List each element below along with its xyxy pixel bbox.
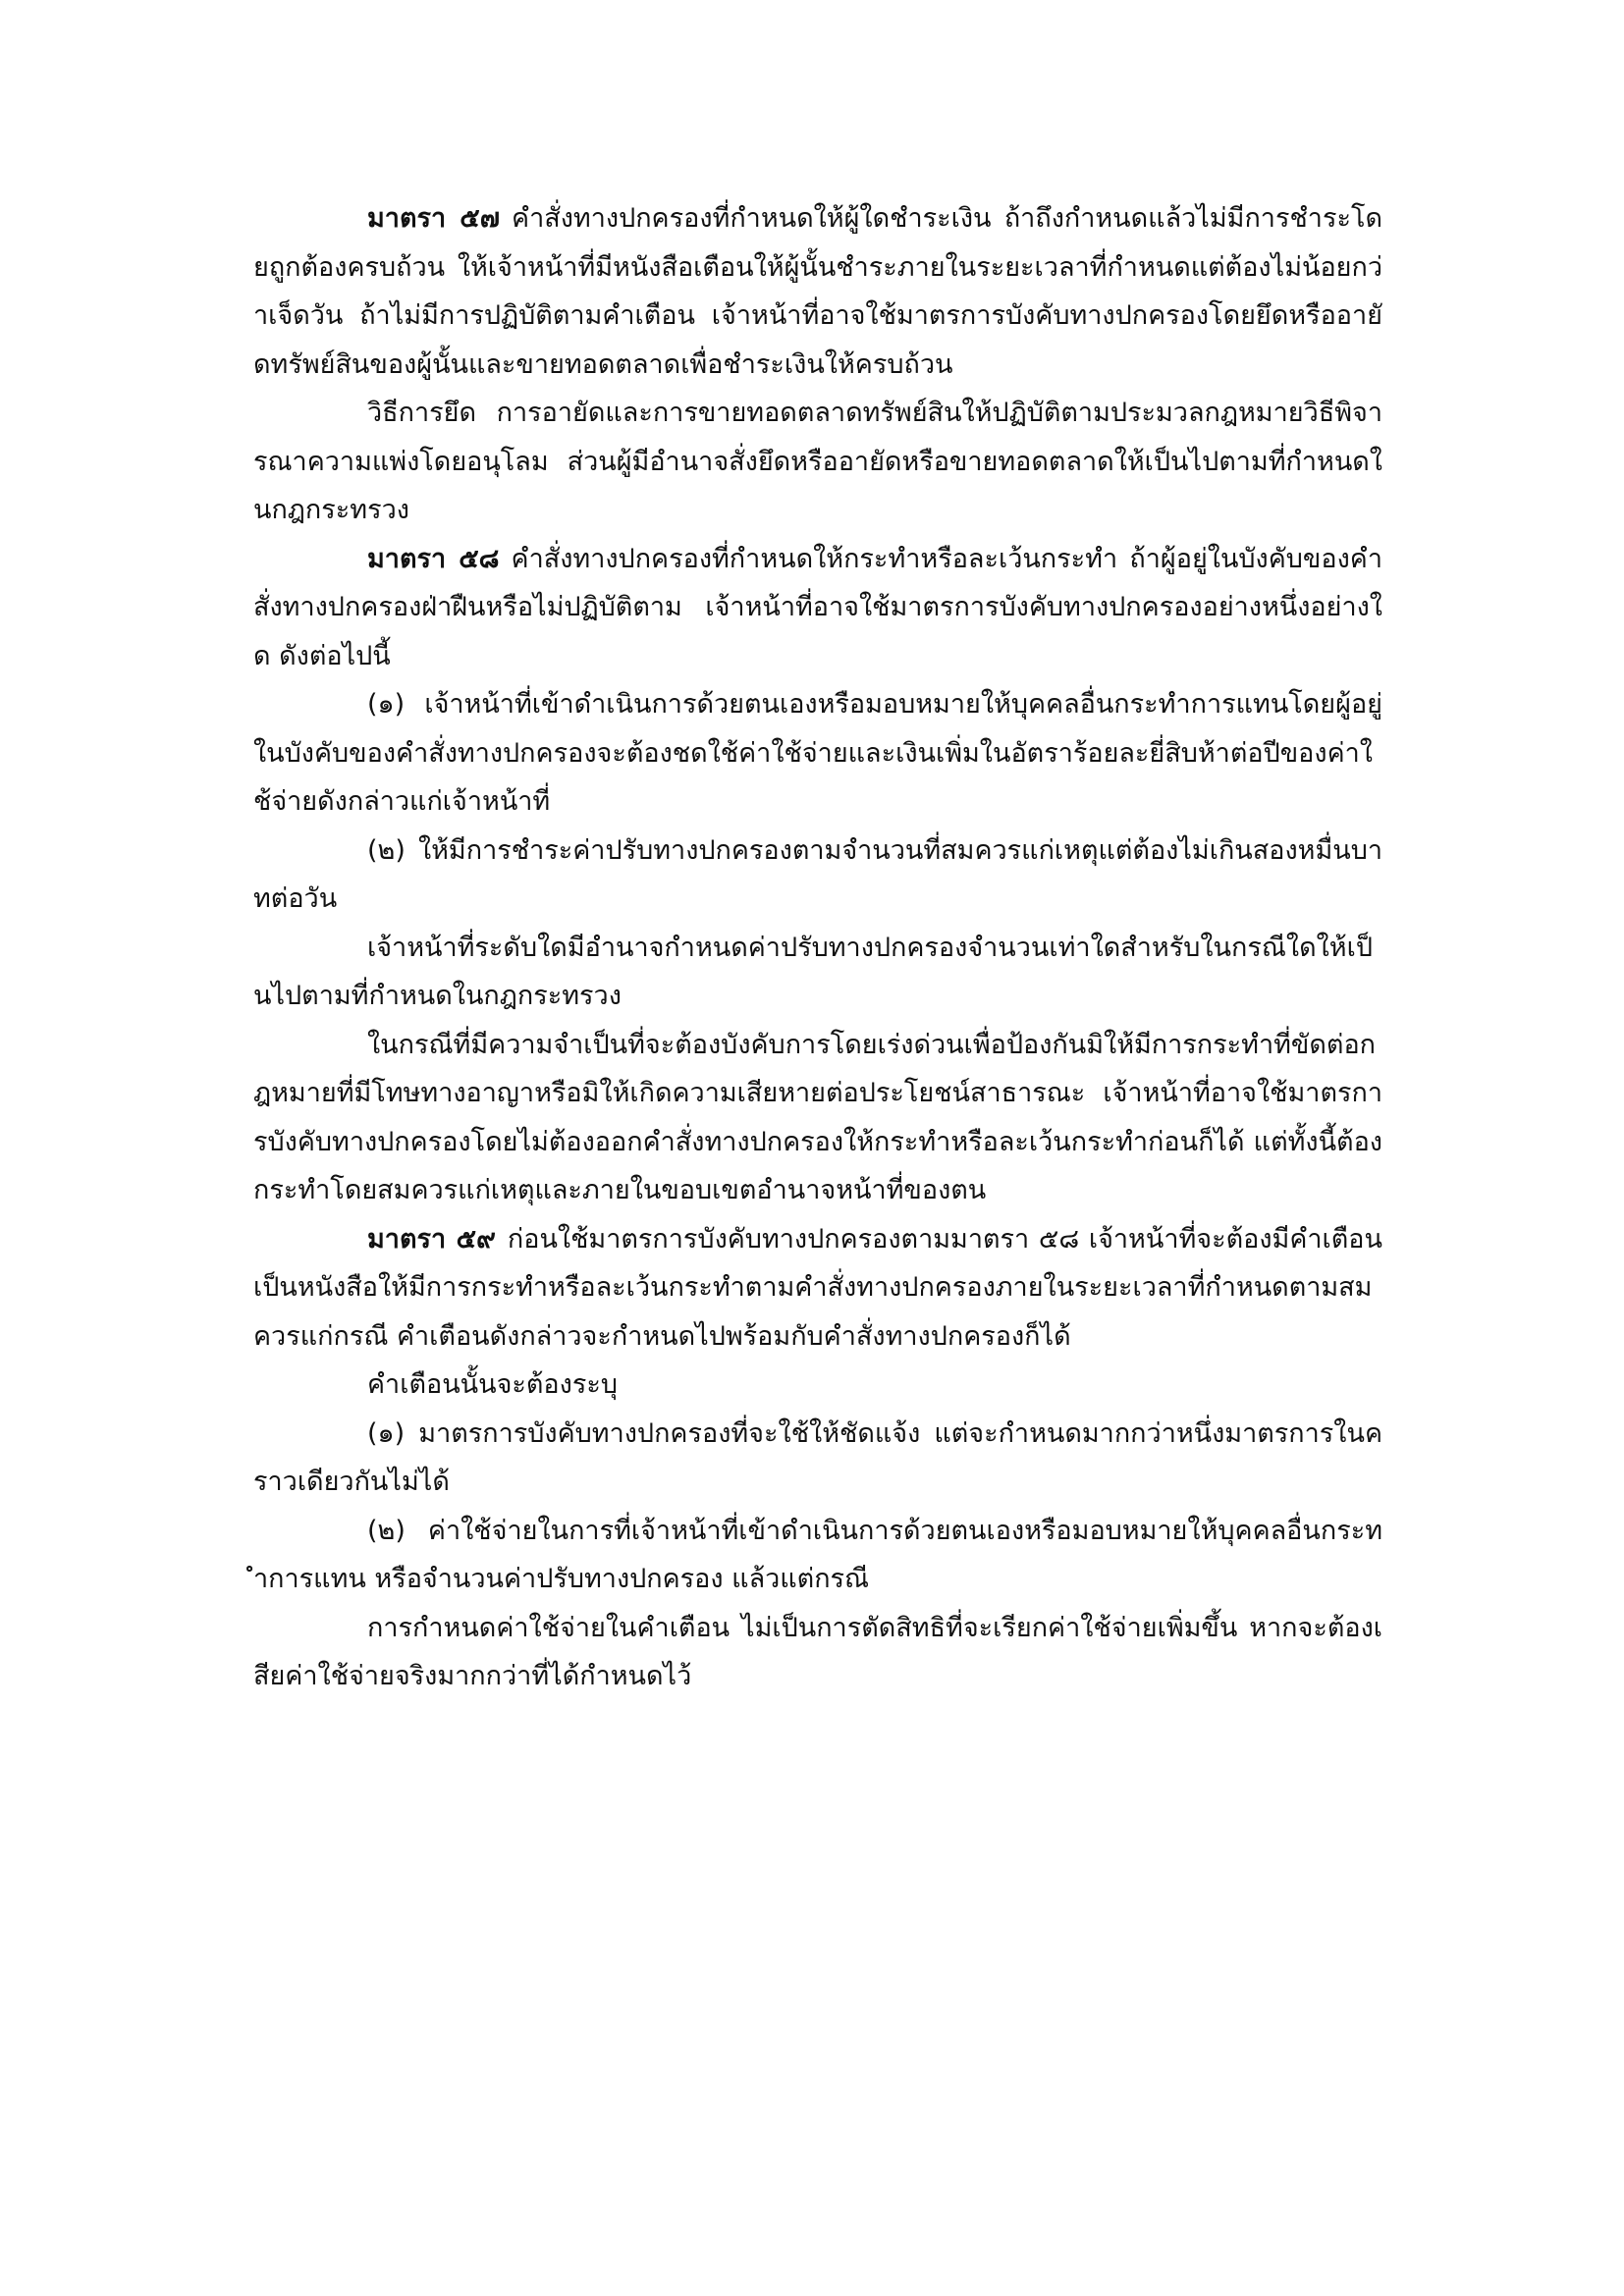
section-59-label: มาตรา ๕๙ bbox=[367, 1223, 496, 1255]
urgent-enforcement-paragraph: ในกรณีที่มีความจำเป็นที่จะต้องบังคับการโดยเร่งด่วนเพื่อป้องกันมิให้มีการกระทำที่ขัดต่อกฎหมายที่มีโทษทางอาญาหรือมิให้เกิดความเสียหายต่อประโยชน์สาธารณะ เจ้าหน้าที่อาจใช้มาตรการบังคับทางปกครองโดยไม่ต้องออกคำสั่งทางปกครองให้กระทำหรือละเว้นกระทำก่อนก็ได้ แต่ทั้งนี้ต้องกระทำโดยสมควรแก่เหตุและภายในขอบเขตอำนาจหน้าที่ของตน bbox=[253, 1029, 1382, 1205]
section-59-paragraph bbox=[253, 1215, 1382, 1362]
section-57-text: คำสั่งทางปกครองที่กำหนดให้ผู้ใดชำระเงิน ถ้าถึงกำหนดแล้วไม่มีการชำระโดยถูกต้องครบถ้วน ให้เจ้าหน้าที่มีหนังสือเตือนให้ผู้นั้นชำระภายในระยะเวลาที่กำหนดแต่ต้องไม่น้อยกว่าเจ็ดวัน ถ้าไม่มีการปฏิบัติตามคำเตือน เจ้าหน้าที่อาจใช้มาตรการบังคับทางปกครองโดยยึดหรืออายัดทรัพย์สินของผู้นั้นและขายทอดตลาดเพื่อชำระเงินให้ครบถ้วน bbox=[253, 203, 1382, 380]
section-59-text: ก่อนใช้มาตรการบังคับทางปกครองตามมาตรา ๕๘ เจ้าหน้าที่จะต้องมีคำเตือนเป็นหนังสือให้มีการกระทำหรือละเว้นกระทำตามคำสั่งทางปกครองภายในระยะเวลาที่กำหนดตามสมควรแก่กรณี คำเตือนดังกล่าวจะกำหนดไปพร้อมกับคำสั่งทางปกครองก็ได้ bbox=[253, 1223, 1382, 1352]
seizure-procedure-paragraph: วิธีการยึด การอายัดและการขายทอดตลาดทรัพย์สินให้ปฏิบัติตามประมวลกฎหมายวิธีพิจารณาความแพ่งโดยอนุโลม ส่วนผู้มีอำนาจสั่งยึดหรืออายัดหรือขายทอดตลาดให้เป็นไปตามที่กำหนดในกฎกระทรวง bbox=[253, 398, 1382, 525]
document-page bbox=[253, 194, 1382, 1701]
section-57-paragraph bbox=[253, 194, 1382, 389]
section-59-item-2: (๒) ค่าใช้จ่ายในการที่เจ้าหน้าที่เข้าดำเนินการด้วยตนเองหรือมอบหมายให้บุคคลอื่นกระทำการแทน หรือจำนวนค่าปรับทางปกครอง แล้วแต่กรณี bbox=[253, 1515, 1382, 1594]
section-58-label: มาตรา ๕๘ bbox=[367, 543, 500, 574]
section-58-text: คำสั่งทางปกครองที่กำหนดให้กระทำหรือละเว้นกระทำ ถ้าผู้อยู่ในบังคับของคำสั่งทางปกครองฝ่าฝืนหรือไม่ปฏิบัติตาม เจ้าหน้าที่อาจใช้มาตรการบังคับทางปกครองอย่างหนึ่งอย่างใด ดังต่อไปนี้ bbox=[253, 543, 1383, 671]
expense-determination-paragraph: การกำหนดค่าใช้จ่ายในคำเตือน ไม่เป็นการตัดสิทธิที่จะเรียกค่าใช้จ่ายเพิ่มขึ้น หากจะต้องเสียค่าใช้จ่ายจริงมากกว่าที่ได้กำหนดไว้ bbox=[253, 1612, 1382, 1691]
section-59-item-1: (๑) มาตรการบังคับทางปกครองที่จะใช้ให้ชัดแจ้ง แต่จะกำหนดมากกว่าหนึ่งมาตรการในคราวเดียวกันไม่ได้ bbox=[253, 1417, 1382, 1497]
section-57-label: มาตรา ๕๗ bbox=[367, 203, 501, 234]
section-58-paragraph bbox=[253, 535, 1382, 681]
warning-must-specify-paragraph: คำเตือนนั้นจะต้องระบุ bbox=[367, 1369, 618, 1400]
fine-authority-paragraph: เจ้าหน้าที่ระดับใดมีอำนาจกำหนดค่าปรับทางปกครองจำนวนเท่าใดสำหรับในกรณีใดให้เป็นไปตามที่กำหนดในกฎกระทรวง bbox=[253, 932, 1373, 1011]
section-58-item-2: (๒) ให้มีการชำระค่าปรับทางปกครองตามจำนวนที่สมควรแก่เหตุแต่ต้องไม่เกินสองหมื่นบาทต่อวัน bbox=[253, 834, 1382, 914]
section-58-item-1: (๑) เจ้าหน้าที่เข้าดำเนินการด้วยตนเองหรือมอบหมายให้บุคคลอื่นกระทำการแทนโดยผู้อยู่ในบังคับของคำสั่งทางปกครองจะต้องชดใช้ค่าใช้จ่ายและเงินเพิ่มในอัตราร้อยละยี่สิบห้าต่อปีของค่าใช้จ่ายดังกล่าวแก่เจ้าหน้าที่ bbox=[253, 689, 1382, 817]
